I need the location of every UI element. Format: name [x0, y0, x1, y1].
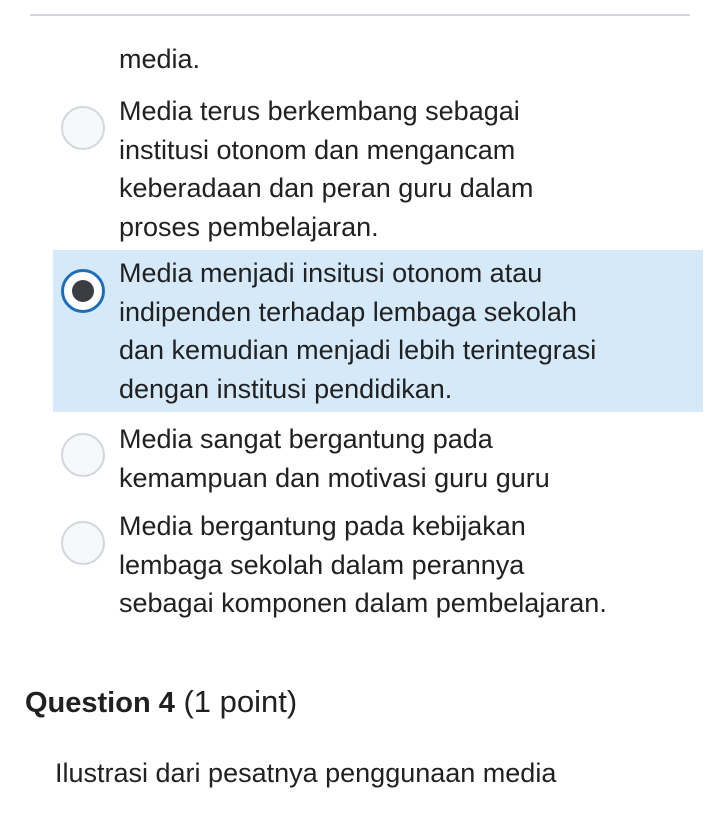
- previous-option-tail-text: media.: [119, 44, 201, 70]
- question-divider: [30, 14, 690, 16]
- radio-unchecked-icon[interactable]: [61, 521, 105, 565]
- radio-dot-icon: [72, 280, 94, 302]
- answer-option-3[interactable]: [53, 416, 703, 500]
- question-text: Ilustrasi dari pesatnya penggunaan media: [55, 758, 557, 788]
- question-number: Question 4: [25, 687, 175, 719]
- answer-option-4-label: Media bergantung pada kebijakan lembaga sekolah dalam perannya sebagai komponen dalam pembelajaran.: [119, 511, 607, 618]
- question-text-continuation-clipped: [55, 800, 575, 814]
- answer-option-2-selected[interactable]: [53, 250, 703, 412]
- radio-checked-icon[interactable]: [61, 269, 105, 313]
- radio-unchecked-icon[interactable]: [61, 433, 105, 477]
- question-heading: [25, 682, 297, 723]
- question-points: (1 point): [183, 684, 298, 719]
- question-text-continuation: [55, 800, 575, 814]
- radio-unchecked-icon[interactable]: [61, 106, 105, 150]
- answer-option-3-label: Media sangat bergantung pada kemampuan dan motivasi guru guru: [119, 424, 550, 493]
- answer-option-1[interactable]: [53, 88, 703, 248]
- answer-option-4[interactable]: [53, 503, 703, 627]
- answer-option-1-label: Media terus berkembang sebagai institusi otonom dan mengancam keberadaan dan peran guru dalam proses pembelajaran.: [119, 96, 534, 242]
- previous-option-tail: [119, 30, 200, 70]
- answer-option-2-label: Media menjadi insitusi otonom atau indipenden terhadap lembaga sekolah dan kemudian menjadi lebih terintegrasi dengan institusi pendidikan.: [119, 258, 597, 404]
